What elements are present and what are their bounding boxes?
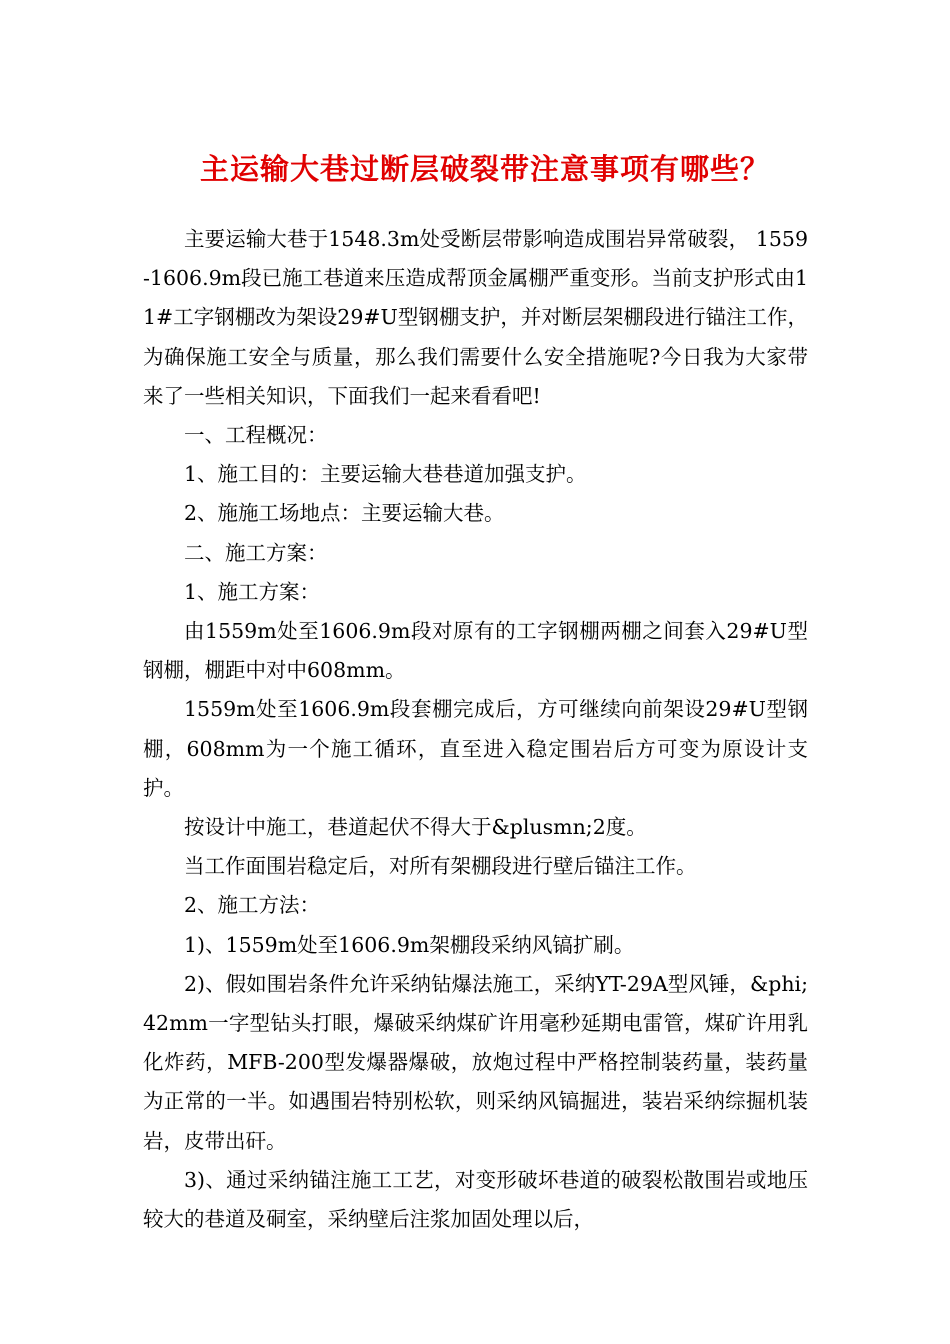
paragraph-plan-3: 按设计中施工，巷道起伏不得大于&plusmn;2度。 bbox=[184, 815, 647, 840]
subheading-method: 2、施工方法： bbox=[184, 893, 321, 918]
paragraph-site: 2、施施工场地点：主要运输大巷。 bbox=[184, 501, 505, 526]
paragraph-intro: 主要运输大巷于1548.3m处受断层带影响造成围岩异常破裂， 1559-1606.9m段已施工巷道来压造成帮顶金属棚严重变形。当前支护形式由11#工字钢棚改为架设29#U型钢棚支护，并对断层架棚段进行锚注工作，为确保施工安全与质量，那么我们需要什么安全措施呢?今日我为大家带来了一些相关知识，下面我们一起来看看吧! bbox=[143, 227, 808, 408]
paragraph-purpose: 1、施工目的：主要运输大巷巷道加强支护。 bbox=[184, 462, 587, 487]
document-title: 主运输大巷过断层破裂带注意事项有哪些？ bbox=[199, 152, 770, 187]
heading-project-overview: 一、工程概况： bbox=[184, 423, 328, 448]
subheading-plan: 1、施工方案： bbox=[184, 579, 321, 604]
heading-construction-plan: 二、施工方案： bbox=[184, 540, 328, 565]
paragraph-plan-1: 由1559m处至1606.9m段对原有的工字钢棚两棚之间套入29#U型钢棚，棚距中对中608mm。 bbox=[143, 619, 808, 683]
paragraph-plan-2: 1559m处至1606.9m段套棚完成后，方可继续向前架设29#U型钢棚，608mm为一个施工循环，直至进入稳定围岩后方可变为原设计支护。 bbox=[143, 697, 808, 800]
paragraph-method-3: 3)、通过采纳锚注施工工艺，对变形破坏巷道的破裂松散围岩或地压较大的巷道及硐室，采纳壁后注浆加固处理以后， bbox=[143, 1167, 808, 1232]
paragraph-plan-4: 当工作面围岩稳定后，对所有架棚段进行壁后锚注工作。 bbox=[184, 854, 697, 879]
document-body bbox=[143, 220, 808, 1239]
paragraph-method-2: 2)、假如围岩条件允许采纳钻爆法施工，采纳YT-29A型风锤，&phi;42mm一字型钻头打眼，爆破采纳煤矿许用毫秒延期电雷管，煤矿许用乳化炸药，MFB-200型发爆器爆破，放炮过程中严格控制装药量，装药量为正常的一半。如遇围岩特别松软，则采纳风镐掘进，装岩采纳综掘机装岩，皮带出矸。 bbox=[143, 971, 808, 1153]
paragraph-method-1: 1)、1559m处至1606.9m架棚段采纳风镐扩刷。 bbox=[184, 932, 635, 957]
